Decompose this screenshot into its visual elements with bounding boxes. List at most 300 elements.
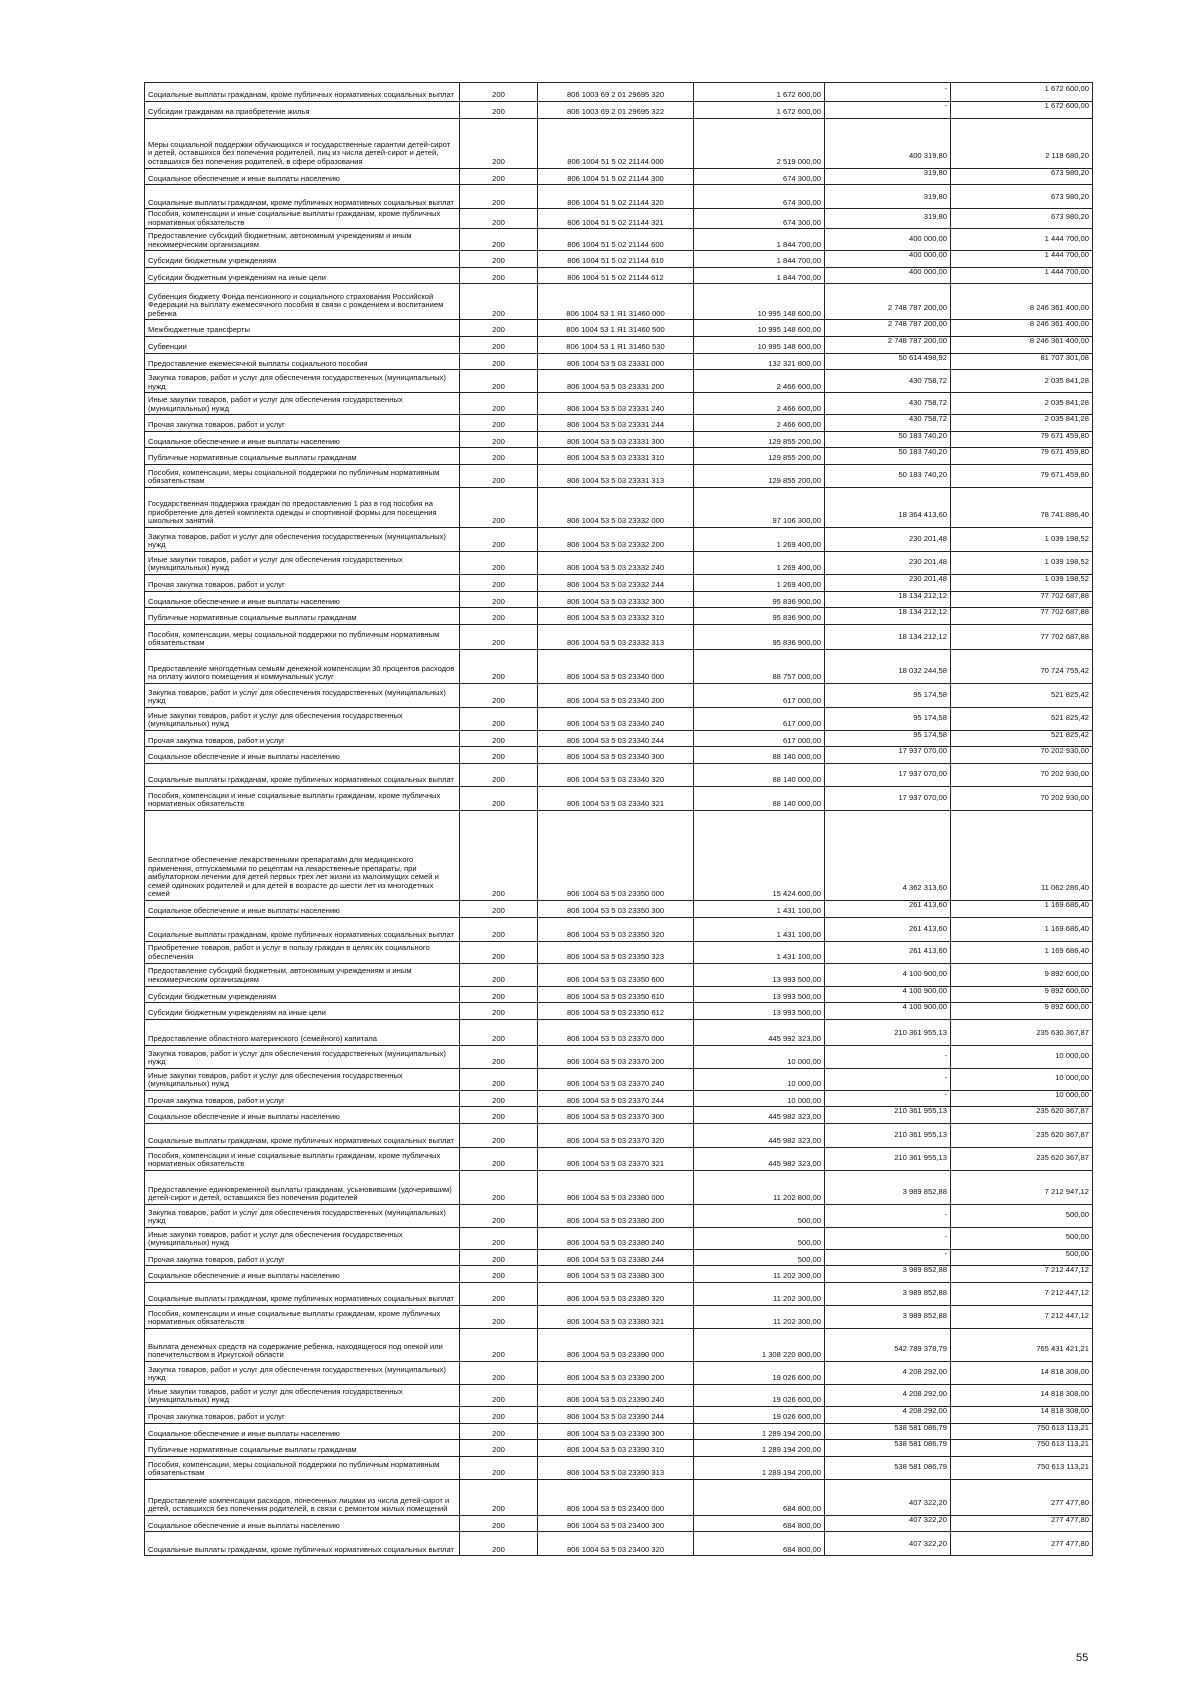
cell-executed: 407 322,20 bbox=[825, 1515, 951, 1532]
table-row bbox=[145, 102, 1093, 119]
cell-remaining: 10 000,00 bbox=[951, 1090, 1093, 1107]
cell-kbk: 806 1004 53 5 03 23370 320 bbox=[538, 1123, 694, 1147]
cell-kbk: 806 1004 53 5 03 23370 200 bbox=[538, 1045, 694, 1068]
cell-kbk: 806 1004 51 5 02 21144 600 bbox=[538, 229, 694, 251]
cell-remaining: 1 444 700,00 bbox=[951, 251, 1093, 268]
cell-remaining: 235 620 367,87 bbox=[951, 1107, 1093, 1124]
cell-approved: 1 431 100,00 bbox=[694, 941, 825, 963]
cell-code: 200 bbox=[460, 747, 538, 764]
table-row bbox=[145, 209, 1093, 229]
table-row bbox=[145, 448, 1093, 465]
table-row bbox=[145, 1107, 1093, 1124]
table-row bbox=[145, 608, 1093, 625]
cell-name: Закупка товаров, работ и услуг для обеспечения государственных (муниципальных) нужд bbox=[145, 683, 460, 707]
cell-remaining: 750 613 113,21 bbox=[951, 1440, 1093, 1457]
table-row bbox=[145, 370, 1093, 393]
cell-approved: 2 466 600,00 bbox=[694, 415, 825, 432]
cell-remaining: 2 035 841,28 bbox=[951, 370, 1093, 393]
cell-executed: 18 134 212,12 bbox=[825, 624, 951, 649]
cell-kbk: 806 1004 53 5 03 23331 000 bbox=[538, 353, 694, 370]
cell-name: Социальное обеспечение и иные выплаты населению bbox=[145, 431, 460, 448]
cell-remaining: 500,00 bbox=[951, 1227, 1093, 1249]
cell-code: 200 bbox=[460, 1147, 538, 1170]
cell-remaining: 277 477,80 bbox=[951, 1515, 1093, 1532]
cell-name: Публичные нормативные социальные выплаты гражданам bbox=[145, 608, 460, 625]
cell-executed: 430 758,72 bbox=[825, 393, 951, 415]
cell-kbk: 806 1004 53 5 03 23350 610 bbox=[538, 986, 694, 1003]
table-row bbox=[145, 730, 1093, 747]
cell-remaining: 1 444 700,00 bbox=[951, 229, 1093, 251]
cell-approved: 1 672 600,00 bbox=[694, 102, 825, 119]
cell-remaining: 2 035 841,28 bbox=[951, 415, 1093, 432]
cell-approved: 2 519 000,00 bbox=[694, 118, 825, 168]
cell-kbk: 806 1004 53 5 03 23350 300 bbox=[538, 900, 694, 917]
cell-remaining: 521 825,42 bbox=[951, 730, 1093, 747]
cell-code: 200 bbox=[460, 551, 538, 574]
cell-name: Социальное обеспечение и иные выплаты населению bbox=[145, 1266, 460, 1283]
cell-executed: 319,80 bbox=[825, 168, 951, 185]
table-row bbox=[145, 1266, 1093, 1283]
cell-remaining: 2 035 841,28 bbox=[951, 393, 1093, 415]
table-row bbox=[145, 1068, 1093, 1090]
cell-name: Прочая закупка товаров, работ и услуг bbox=[145, 574, 460, 591]
cell-code: 200 bbox=[460, 730, 538, 747]
cell-name: Закупка товаров, работ и услуг для обеспечения государственных (муниципальных) нужд bbox=[145, 1362, 460, 1385]
cell-approved: 11 202 300,00 bbox=[694, 1266, 825, 1283]
cell-kbk: 806 1004 53 5 03 23332 244 bbox=[538, 574, 694, 591]
cell-executed: 18 134 212,12 bbox=[825, 608, 951, 625]
cell-code: 200 bbox=[460, 102, 538, 119]
cell-remaining: 521 825,42 bbox=[951, 683, 1093, 707]
cell-kbk: 806 1004 53 5 03 23390 200 bbox=[538, 1362, 694, 1385]
cell-code: 200 bbox=[460, 527, 538, 551]
cell-kbk: 806 1004 53 5 03 23370 300 bbox=[538, 1107, 694, 1124]
cell-remaining: 1 169 686,40 bbox=[951, 900, 1093, 917]
table-row bbox=[145, 1329, 1093, 1362]
cell-kbk: 806 1004 53 5 03 23390 240 bbox=[538, 1385, 694, 1407]
cell-code: 200 bbox=[460, 353, 538, 370]
cell-name: Бесплатное обеспечение лекарственными препаратами для медицинского применения, отпускаемыми по рецептам на лекарственные препараты, при амбулаторном лечении для детей первых трех лет жизни из малоимущих семей и семей одиноких родителей и для детей в возрасте до шести лет из многодетных семей bbox=[145, 810, 460, 900]
cell-code: 200 bbox=[460, 591, 538, 608]
cell-code: 200 bbox=[460, 1385, 538, 1407]
cell-code: 200 bbox=[460, 185, 538, 209]
table-row bbox=[145, 1227, 1093, 1249]
cell-code: 200 bbox=[460, 1204, 538, 1227]
page-number: 55 bbox=[1076, 1652, 1089, 1664]
cell-kbk: 806 1004 53 5 03 23380 321 bbox=[538, 1306, 694, 1329]
cell-kbk: 806 1004 53 5 03 23340 244 bbox=[538, 730, 694, 747]
table-row bbox=[145, 393, 1093, 415]
cell-approved: 88 140 000,00 bbox=[694, 763, 825, 786]
cell-approved: 1 308 220 800,00 bbox=[694, 1329, 825, 1362]
cell-kbk: 806 1004 53 1 Я1 31460 000 bbox=[538, 284, 694, 320]
cell-name: Выплата денежных средств на содержание ребенка, находящегося под опекой или попечительством в Иркутской области bbox=[145, 1329, 460, 1362]
table-body bbox=[145, 83, 1093, 1556]
cell-executed: 542 789 378,79 bbox=[825, 1329, 951, 1362]
cell-code: 200 bbox=[460, 487, 538, 527]
cell-approved: 1 672 600,00 bbox=[694, 83, 825, 102]
cell-code: 200 bbox=[460, 267, 538, 284]
cell-executed: 407 322,20 bbox=[825, 1479, 951, 1515]
cell-remaining: 750 613 113,21 bbox=[951, 1423, 1093, 1440]
cell-remaining: 14 818 308,00 bbox=[951, 1385, 1093, 1407]
cell-name: Субсидии гражданам на приобретение жилья bbox=[145, 102, 460, 119]
cell-code: 200 bbox=[460, 393, 538, 415]
cell-kbk: 806 1004 51 5 02 21144 610 bbox=[538, 251, 694, 268]
cell-executed: 4 208 292,00 bbox=[825, 1362, 951, 1385]
cell-approved: 1 289 194 200,00 bbox=[694, 1423, 825, 1440]
cell-kbk: 806 1004 53 5 03 23340 200 bbox=[538, 683, 694, 707]
cell-kbk: 806 1004 53 5 03 23340 300 bbox=[538, 747, 694, 764]
table-row bbox=[145, 431, 1093, 448]
cell-code: 200 bbox=[460, 786, 538, 810]
cell-remaining: 7 212 447,12 bbox=[951, 1306, 1093, 1329]
cell-kbk: 806 1004 53 5 03 23350 000 bbox=[538, 810, 694, 900]
cell-approved: 95 836 900,00 bbox=[694, 624, 825, 649]
cell-name: Государственная поддержка граждан по предоставлению 1 раз в год пособия на приобретение для детей комплекта одежды и спортивной формы для посещения школьных занятий bbox=[145, 487, 460, 527]
table-row bbox=[145, 487, 1093, 527]
table-row bbox=[145, 707, 1093, 730]
cell-executed: 18 134 212,12 bbox=[825, 591, 951, 608]
cell-name: Социальные выплаты гражданам, кроме публичных нормативных социальных выплат bbox=[145, 1123, 460, 1147]
cell-remaining: 1 169 686,40 bbox=[951, 917, 1093, 941]
cell-kbk: 806 1004 53 5 03 23380 320 bbox=[538, 1283, 694, 1306]
table-row bbox=[145, 464, 1093, 487]
cell-executed: 538 581 086,79 bbox=[825, 1423, 951, 1440]
cell-name: Иные закупки товаров, работ и услуг для обеспечения государственных (муниципальных) нужд bbox=[145, 551, 460, 574]
cell-kbk: 806 1004 53 5 03 23350 612 bbox=[538, 1003, 694, 1020]
cell-approved: 1 431 100,00 bbox=[694, 900, 825, 917]
cell-name: Предоставление субсидий бюджетным, автономным учреждениям и иным некоммерческим организациям bbox=[145, 963, 460, 986]
cell-code: 200 bbox=[460, 763, 538, 786]
table-row bbox=[145, 1147, 1093, 1170]
cell-executed: 3 989 852,88 bbox=[825, 1306, 951, 1329]
cell-executed: 4 100 900,00 bbox=[825, 986, 951, 1003]
cell-code: 200 bbox=[460, 683, 538, 707]
cell-name: Предоставление компенсации расходов, понесенных лицами из числа детей-сирот и детей, оставшихся без попечения родителей, в связи с ремонтом жилых помещений bbox=[145, 1479, 460, 1515]
cell-code: 200 bbox=[460, 1283, 538, 1306]
cell-approved: 2 466 600,00 bbox=[694, 370, 825, 393]
cell-approved: 10 995 148 600,00 bbox=[694, 320, 825, 337]
cell-code: 200 bbox=[460, 1423, 538, 1440]
cell-kbk: 806 1004 53 5 03 23390 300 bbox=[538, 1423, 694, 1440]
cell-executed: 4 100 900,00 bbox=[825, 1003, 951, 1020]
table-row bbox=[145, 1407, 1093, 1424]
cell-executed: 3 989 852,88 bbox=[825, 1266, 951, 1283]
cell-name: Социальные выплаты гражданам, кроме публичных нормативных социальных выплат bbox=[145, 83, 460, 102]
cell-code: 200 bbox=[460, 986, 538, 1003]
cell-remaining: 14 818 308,00 bbox=[951, 1407, 1093, 1424]
cell-executed: 400 000,00 bbox=[825, 267, 951, 284]
cell-kbk: 806 1004 53 5 03 23390 310 bbox=[538, 1440, 694, 1457]
cell-name: Иные закупки товаров, работ и услуг для обеспечения государственных (муниципальных) нужд bbox=[145, 393, 460, 415]
cell-name: Пособия, компенсации, меры социальной поддержки по публичным нормативным обязательствам bbox=[145, 624, 460, 649]
cell-name: Социальное обеспечение и иные выплаты населению bbox=[145, 747, 460, 764]
table-row bbox=[145, 336, 1093, 353]
cell-approved: 445 982 323,00 bbox=[694, 1147, 825, 1170]
cell-name: Субсидии бюджетным учреждениям на иные цели bbox=[145, 1003, 460, 1020]
cell-executed: 538 581 086,79 bbox=[825, 1440, 951, 1457]
cell-name: Закупка товаров, работ и услуг для обеспечения государственных (муниципальных) нужд bbox=[145, 527, 460, 551]
cell-name: Приобретение товаров, работ и услуг в пользу граждан в целях их социального обеспечения bbox=[145, 941, 460, 963]
cell-kbk: 806 1004 53 5 03 23331 313 bbox=[538, 464, 694, 487]
cell-approved: 13 993 500,00 bbox=[694, 1003, 825, 1020]
cell-name: Социальное обеспечение и иные выплаты населению bbox=[145, 1107, 460, 1124]
table-row bbox=[145, 83, 1093, 102]
budget-execution-table bbox=[144, 82, 1093, 1556]
cell-kbk: 806 1004 53 5 03 23331 300 bbox=[538, 431, 694, 448]
cell-name: Закупка товаров, работ и услуг для обеспечения государственных (муниципальных) нужд bbox=[145, 1045, 460, 1068]
cell-executed: 407 322,20 bbox=[825, 1532, 951, 1556]
cell-kbk: 806 1004 53 5 03 23380 200 bbox=[538, 1204, 694, 1227]
cell-remaining: 7 212 447,12 bbox=[951, 1266, 1093, 1283]
cell-kbk: 806 1004 53 5 03 23331 244 bbox=[538, 415, 694, 432]
cell-executed: 17 937 070,00 bbox=[825, 786, 951, 810]
cell-code: 200 bbox=[460, 1329, 538, 1362]
cell-name: Меры социальной поддержки обучающихся и государственные гарантии детей-сирот и детей, оставшихся без попечения родителей, лиц из числа детей-сирот и детей, оставшихся без попечения родителей, в сфере образования bbox=[145, 118, 460, 168]
cell-name: Социальное обеспечение и иные выплаты населению bbox=[145, 1423, 460, 1440]
cell-approved: 1 289 194 200,00 bbox=[694, 1440, 825, 1457]
cell-kbk: 806 1004 53 1 Я1 31460 530 bbox=[538, 336, 694, 353]
cell-code: 200 bbox=[460, 209, 538, 229]
cell-remaining: 1 672 600,00 bbox=[951, 102, 1093, 119]
cell-executed: 2 748 787 200,00 bbox=[825, 320, 951, 337]
cell-approved: 2 466 600,00 bbox=[694, 393, 825, 415]
cell-executed: 430 758,72 bbox=[825, 370, 951, 393]
cell-executed: 2 748 787 200,00 bbox=[825, 284, 951, 320]
cell-code: 200 bbox=[460, 1479, 538, 1515]
cell-code: 200 bbox=[460, 649, 538, 683]
cell-executed: 4 208 292,00 bbox=[825, 1407, 951, 1424]
table-row bbox=[145, 747, 1093, 764]
cell-remaining: 9 892 600,00 bbox=[951, 1003, 1093, 1020]
cell-name: Предоставление многодетным семьям денежной компенсации 30 процентов расходов на оплату жилого помещения и коммунальных услуг bbox=[145, 649, 460, 683]
cell-approved: 500,00 bbox=[694, 1204, 825, 1227]
cell-code: 200 bbox=[460, 1456, 538, 1479]
cell-remaining: 9 892 600,00 bbox=[951, 963, 1093, 986]
cell-name: Социальные выплаты гражданам, кроме публичных нормативных социальных выплат bbox=[145, 763, 460, 786]
cell-executed: 18 364 413,60 bbox=[825, 487, 951, 527]
table-row bbox=[145, 185, 1093, 209]
cell-executed: 210 361 955,13 bbox=[825, 1019, 951, 1045]
cell-approved: 19 026 600,00 bbox=[694, 1407, 825, 1424]
cell-kbk: 806 1004 51 5 02 21144 321 bbox=[538, 209, 694, 229]
cell-approved: 10 000,00 bbox=[694, 1045, 825, 1068]
cell-code: 200 bbox=[460, 1440, 538, 1457]
cell-executed: 261 413,60 bbox=[825, 941, 951, 963]
cell-executed: 210 361 955,13 bbox=[825, 1147, 951, 1170]
cell-executed: - bbox=[825, 83, 951, 102]
table-row bbox=[145, 284, 1093, 320]
cell-executed: - bbox=[825, 1090, 951, 1107]
cell-executed: 430 758,72 bbox=[825, 415, 951, 432]
table-row bbox=[145, 683, 1093, 707]
cell-approved: 11 202 800,00 bbox=[694, 1170, 825, 1204]
cell-name: Прочая закупка товаров, работ и услуг bbox=[145, 415, 460, 432]
cell-name: Субсидии бюджетным учреждениям bbox=[145, 986, 460, 1003]
cell-executed: 50 183 740,20 bbox=[825, 464, 951, 487]
cell-executed: 17 937 070,00 bbox=[825, 747, 951, 764]
cell-remaining: 521 825,42 bbox=[951, 707, 1093, 730]
cell-code: 200 bbox=[460, 1019, 538, 1045]
cell-code: 200 bbox=[460, 963, 538, 986]
cell-approved: 10 000,00 bbox=[694, 1068, 825, 1090]
cell-kbk: 806 1004 53 5 03 23380 000 bbox=[538, 1170, 694, 1204]
cell-approved: 617 000,00 bbox=[694, 707, 825, 730]
cell-code: 200 bbox=[460, 1045, 538, 1068]
cell-name: Социальное обеспечение и иные выплаты населению bbox=[145, 168, 460, 185]
cell-approved: 617 000,00 bbox=[694, 683, 825, 707]
cell-executed: 95 174,58 bbox=[825, 707, 951, 730]
cell-code: 200 bbox=[460, 448, 538, 465]
cell-approved: 95 836 900,00 bbox=[694, 608, 825, 625]
cell-approved: 1 431 100,00 bbox=[694, 917, 825, 941]
cell-remaining: 277 477,80 bbox=[951, 1532, 1093, 1556]
table-row bbox=[145, 763, 1093, 786]
cell-approved: 1 269 400,00 bbox=[694, 574, 825, 591]
cell-executed: 400 000,00 bbox=[825, 229, 951, 251]
cell-name: Прочая закупка товаров, работ и услуг bbox=[145, 730, 460, 747]
table-row bbox=[145, 1479, 1093, 1515]
cell-remaining: 77 702 687,88 bbox=[951, 624, 1093, 649]
table-row bbox=[145, 1283, 1093, 1306]
cell-remaining: 673 980,20 bbox=[951, 185, 1093, 209]
table-row bbox=[145, 1515, 1093, 1532]
table-row bbox=[145, 1385, 1093, 1407]
cell-executed: 319,80 bbox=[825, 185, 951, 209]
cell-code: 200 bbox=[460, 608, 538, 625]
table-row bbox=[145, 1003, 1093, 1020]
cell-executed: 3 989 852,88 bbox=[825, 1170, 951, 1204]
cell-code: 200 bbox=[460, 320, 538, 337]
cell-kbk: 806 1004 53 5 03 23370 240 bbox=[538, 1068, 694, 1090]
cell-kbk: 806 1004 53 5 03 23350 320 bbox=[538, 917, 694, 941]
cell-approved: 1 269 400,00 bbox=[694, 527, 825, 551]
cell-approved: 10 995 148 600,00 bbox=[694, 284, 825, 320]
cell-executed: 261 413,60 bbox=[825, 917, 951, 941]
cell-kbk: 806 1004 51 5 02 21144 320 bbox=[538, 185, 694, 209]
cell-code: 200 bbox=[460, 1227, 538, 1249]
table-row bbox=[145, 353, 1093, 370]
cell-approved: 97 106 300,00 bbox=[694, 487, 825, 527]
cell-remaining: 673 980,20 bbox=[951, 168, 1093, 185]
cell-approved: 132 321 800,00 bbox=[694, 353, 825, 370]
table-row bbox=[145, 986, 1093, 1003]
cell-executed: 400 000,00 bbox=[825, 251, 951, 268]
cell-remaining: 673 980,20 bbox=[951, 209, 1093, 229]
cell-remaining: 500,00 bbox=[951, 1249, 1093, 1266]
table-row bbox=[145, 118, 1093, 168]
cell-remaining: 1 039 198,52 bbox=[951, 551, 1093, 574]
cell-remaining: 70 724 755,42 bbox=[951, 649, 1093, 683]
cell-approved: 674 300,00 bbox=[694, 209, 825, 229]
cell-kbk: 806 1004 53 5 03 23380 300 bbox=[538, 1266, 694, 1283]
cell-code: 200 bbox=[460, 464, 538, 487]
table-row bbox=[145, 1170, 1093, 1204]
table-row bbox=[145, 591, 1093, 608]
cell-code: 200 bbox=[460, 574, 538, 591]
cell-executed: 210 361 955,13 bbox=[825, 1107, 951, 1124]
cell-name: Межбюджетные трансферты bbox=[145, 320, 460, 337]
cell-kbk: 806 1004 53 5 03 23370 000 bbox=[538, 1019, 694, 1045]
cell-name: Публичные нормативные социальные выплаты гражданам bbox=[145, 1440, 460, 1457]
cell-code: 200 bbox=[460, 251, 538, 268]
table-row bbox=[145, 1423, 1093, 1440]
cell-name: Предоставление ежемесячной выплаты социального пособия bbox=[145, 353, 460, 370]
table-row bbox=[145, 1306, 1093, 1329]
cell-executed: 95 174,58 bbox=[825, 730, 951, 747]
cell-kbk: 806 1004 53 5 03 23340 000 bbox=[538, 649, 694, 683]
cell-remaining: 8 246 361 400,00 bbox=[951, 336, 1093, 353]
cell-kbk: 806 1004 53 5 03 23332 310 bbox=[538, 608, 694, 625]
cell-kbk: 806 1004 53 1 Я1 31460 500 bbox=[538, 320, 694, 337]
cell-kbk: 806 1004 53 5 03 23350 600 bbox=[538, 963, 694, 986]
table-row bbox=[145, 1019, 1093, 1045]
cell-approved: 95 836 900,00 bbox=[694, 591, 825, 608]
cell-code: 200 bbox=[460, 1532, 538, 1556]
cell-remaining: 500,00 bbox=[951, 1204, 1093, 1227]
table-row bbox=[145, 810, 1093, 900]
cell-approved: 88 140 000,00 bbox=[694, 747, 825, 764]
cell-remaining: 8 246 361 400,00 bbox=[951, 284, 1093, 320]
cell-approved: 15 424 600,00 bbox=[694, 810, 825, 900]
cell-remaining: 79 671 459,80 bbox=[951, 431, 1093, 448]
cell-code: 200 bbox=[460, 810, 538, 900]
cell-name: Иные закупки товаров, работ и услуг для обеспечения государственных (муниципальных) нужд bbox=[145, 1385, 460, 1407]
table-row bbox=[145, 251, 1093, 268]
cell-name: Субвенция бюджету Фонда пенсионного и социального страхования Российской Федерации на выплату ежемесячного пособия в связи с рождением и воспитанием ребенка bbox=[145, 284, 460, 320]
cell-kbk: 806 1003 69 2 01 29695 322 bbox=[538, 102, 694, 119]
cell-executed: 230 201,48 bbox=[825, 574, 951, 591]
cell-name: Субсидии бюджетным учреждениям на иные цели bbox=[145, 267, 460, 284]
cell-approved: 1 844 700,00 bbox=[694, 267, 825, 284]
cell-kbk: 806 1004 53 5 03 23400 300 bbox=[538, 1515, 694, 1532]
cell-code: 200 bbox=[460, 1362, 538, 1385]
cell-code: 200 bbox=[460, 1407, 538, 1424]
cell-remaining: 235 630 367,87 bbox=[951, 1019, 1093, 1045]
table-row bbox=[145, 917, 1093, 941]
cell-approved: 1 844 700,00 bbox=[694, 229, 825, 251]
table-row bbox=[145, 574, 1093, 591]
cell-approved: 88 140 000,00 bbox=[694, 786, 825, 810]
cell-name: Социальные выплаты гражданам, кроме публичных нормативных социальных выплат bbox=[145, 1532, 460, 1556]
cell-remaining: 10 000,00 bbox=[951, 1068, 1093, 1090]
cell-approved: 1 289 194 200,00 bbox=[694, 1456, 825, 1479]
cell-kbk: 806 1004 53 5 03 23350 323 bbox=[538, 941, 694, 963]
cell-name: Прочая закупка товаров, работ и услуг bbox=[145, 1249, 460, 1266]
cell-kbk: 806 1004 53 5 03 23331 240 bbox=[538, 393, 694, 415]
cell-kbk: 806 1004 53 5 03 23390 313 bbox=[538, 1456, 694, 1479]
cell-kbk: 806 1004 53 5 03 23380 244 bbox=[538, 1249, 694, 1266]
cell-name: Субсидии бюджетным учреждениям bbox=[145, 251, 460, 268]
table-row bbox=[145, 320, 1093, 337]
cell-remaining: 7 212 947,12 bbox=[951, 1170, 1093, 1204]
cell-code: 200 bbox=[460, 336, 538, 353]
table-row bbox=[145, 624, 1093, 649]
cell-remaining: 81 707 301,08 bbox=[951, 353, 1093, 370]
cell-executed: 319,80 bbox=[825, 209, 951, 229]
cell-kbk: 806 1004 53 5 03 23331 310 bbox=[538, 448, 694, 465]
cell-code: 200 bbox=[460, 415, 538, 432]
cell-name: Социальное обеспечение и иные выплаты населению bbox=[145, 1515, 460, 1532]
table-row bbox=[145, 1090, 1093, 1107]
cell-name: Предоставление субсидий бюджетным, автономным учреждениям и иным некоммерческим организациям bbox=[145, 229, 460, 251]
cell-kbk: 806 1004 51 5 02 21144 612 bbox=[538, 267, 694, 284]
table-row bbox=[145, 1123, 1093, 1147]
cell-name: Предоставление единовременной выплаты гражданам, усыновившим (удочерившим) детей-сирот и детей, оставшихся без попечения родителей bbox=[145, 1170, 460, 1204]
cell-name: Закупка товаров, работ и услуг для обеспечения государственных (муниципальных) нужд bbox=[145, 370, 460, 393]
cell-executed: - bbox=[825, 1227, 951, 1249]
